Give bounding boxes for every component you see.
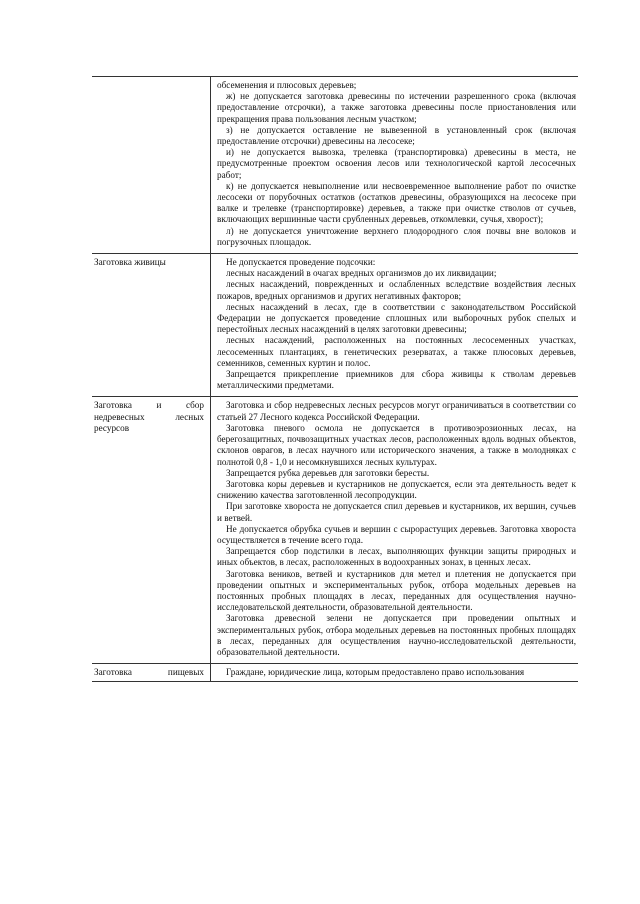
- category-cell: [92, 254, 211, 397]
- forest-use-restrictions-table: [92, 76, 578, 682]
- paragraph: лесных насаждений в лесах, где в соответствии с законодательством Российской Федерации не допускается проведение сплошных или выборочных рубок спелых и перестойных лесных насаждений в целях заготовки древесины;: [217, 301, 576, 335]
- paragraph: Заготовка коры деревьев и кустарников не допускается, если эта деятельность ведет к снижению качества заготовленной лесопродукции.: [217, 478, 576, 501]
- paragraph: л) не допускается уничтожение верхнего плодородного слоя почвы вне волоков и погрузочных площадок.: [217, 225, 576, 247]
- paragraph: Запрещается прикрепление приемников для сбора живицы к стволам деревьев металлическими предметами.: [217, 369, 576, 391]
- paragraph: з) не допускается оставление не вывезенной в установленный срок (включая предоставление отсрочки) древесины на лесосеке;: [217, 124, 576, 147]
- table-row: [92, 664, 578, 682]
- paragraph: к) не допускается невыполнение или несвоевременное выполнение работ по очистке лесосеки от порубочных остатков (остатков древесины, образующихся на лесосеке при валке и трелевке (транспортировке) деревьев, а также при очистке стволов от сучьев, включающих вершинные части срубленных деревьев, откомлевки, сучья, хворост);: [217, 180, 576, 225]
- paragraph: и) не допускается вывозка, трелевка (транспортировка) древесины в места, не предусмотренные проектом освоения лесов или технологической картой лесосечных работ;: [217, 147, 576, 180]
- category-label: Заготовка живицы: [94, 257, 166, 268]
- restrictions-cell: [211, 397, 579, 664]
- table-row: [92, 397, 578, 664]
- restrictions-cell: [211, 77, 579, 254]
- table-row: [92, 254, 578, 397]
- restrictions-cell: [211, 664, 579, 682]
- paragraph: Заготовка пневого осмола не допускается в противоэрозионных лесах, на берегозащитных, почвозащитных участках лесов, расположенных вдоль водных объектов, склонов оврагов, в лесах научного или исторического значения, а также в молодняках с полнотой 0,8 - 1,0 и несомкнувшихся лесных культурах.: [217, 422, 576, 467]
- paragraph: Заготовка древесной зелени не допускается при проведении опытных и экспериментальных рубок, отбора модельных деревьев на постоянных пробных площадях в лесах, переданных для осуществления научно-исследовательской деятельности, образовательной деятельности.: [217, 613, 576, 657]
- paragraph: Запрещается сбор подстилки в лесах, выполняющих функции защиты природных и иных объектов, в лесах, расположенных в водоохранных зонах, в ценных лесах.: [217, 546, 576, 568]
- category-cell: [92, 77, 211, 254]
- paragraph: ж) не допускается заготовка древесины по истечении разрешенного срока (включая предоставление отсрочки), а также заготовка древесины после приостановления или прекращения права пользования лесным участком;: [217, 91, 576, 124]
- paragraph: При заготовке хвороста не допускается спил деревьев и кустарников, их вершин, сучьев и ветвей.: [217, 501, 576, 523]
- category-cell: [92, 397, 211, 664]
- paragraph: Не допускается проведение подсочки:: [226, 257, 376, 268]
- paragraph: лесных насаждений, расположенных на постоянных лесосеменных участках, лесосеменных плантациях, в генетических резерватах, а также плюсовых деревьев, семенников, семенных куртин и полос.: [217, 335, 576, 368]
- restrictions-cell: [211, 254, 579, 397]
- paragraph: Граждане, юридические лица, которым предоставлено право использования: [226, 667, 525, 678]
- paragraph: лесных насаждений в очагах вредных организмов до их ликвидации;: [226, 268, 497, 279]
- paragraph: Не допускается обрубка сучьев и вершин с сырорастущих деревьев. Заготовка хвороста осуществляется в течение всего года.: [217, 523, 576, 545]
- paragraph: Заготовка и сбор недревесных лесных ресурсов могут ограничиваться в соответствии со статьей 27 Лесного кодекса Российской Федерации.: [217, 400, 576, 422]
- category-label: Заготовка и сбор недревесных лесных ресурсов: [94, 400, 204, 433]
- paragraph: Заготовка веников, ветвей и кустарников для метел и плетения не допускается при проведении опытных и экспериментальных рубок, отбора модельных деревьев на постоянных пробных площадях в лесах, переданных для осуществления научно-исследовательской деятельности, образовательной деятельности.: [217, 568, 576, 613]
- paragraph: Запрещается рубка деревьев для заготовки бересты.: [226, 467, 430, 478]
- category-label: Заготовка пищевых: [94, 667, 204, 678]
- paragraph: обсеменения и плюсовых деревьев;: [217, 80, 357, 90]
- paragraph: лесных насаждений, поврежденных и ослабленных вследствие воздействия лесных пожаров, вредных организмов и других негативных факторов;: [217, 279, 576, 301]
- category-cell: [92, 664, 211, 682]
- table-row: [92, 77, 578, 254]
